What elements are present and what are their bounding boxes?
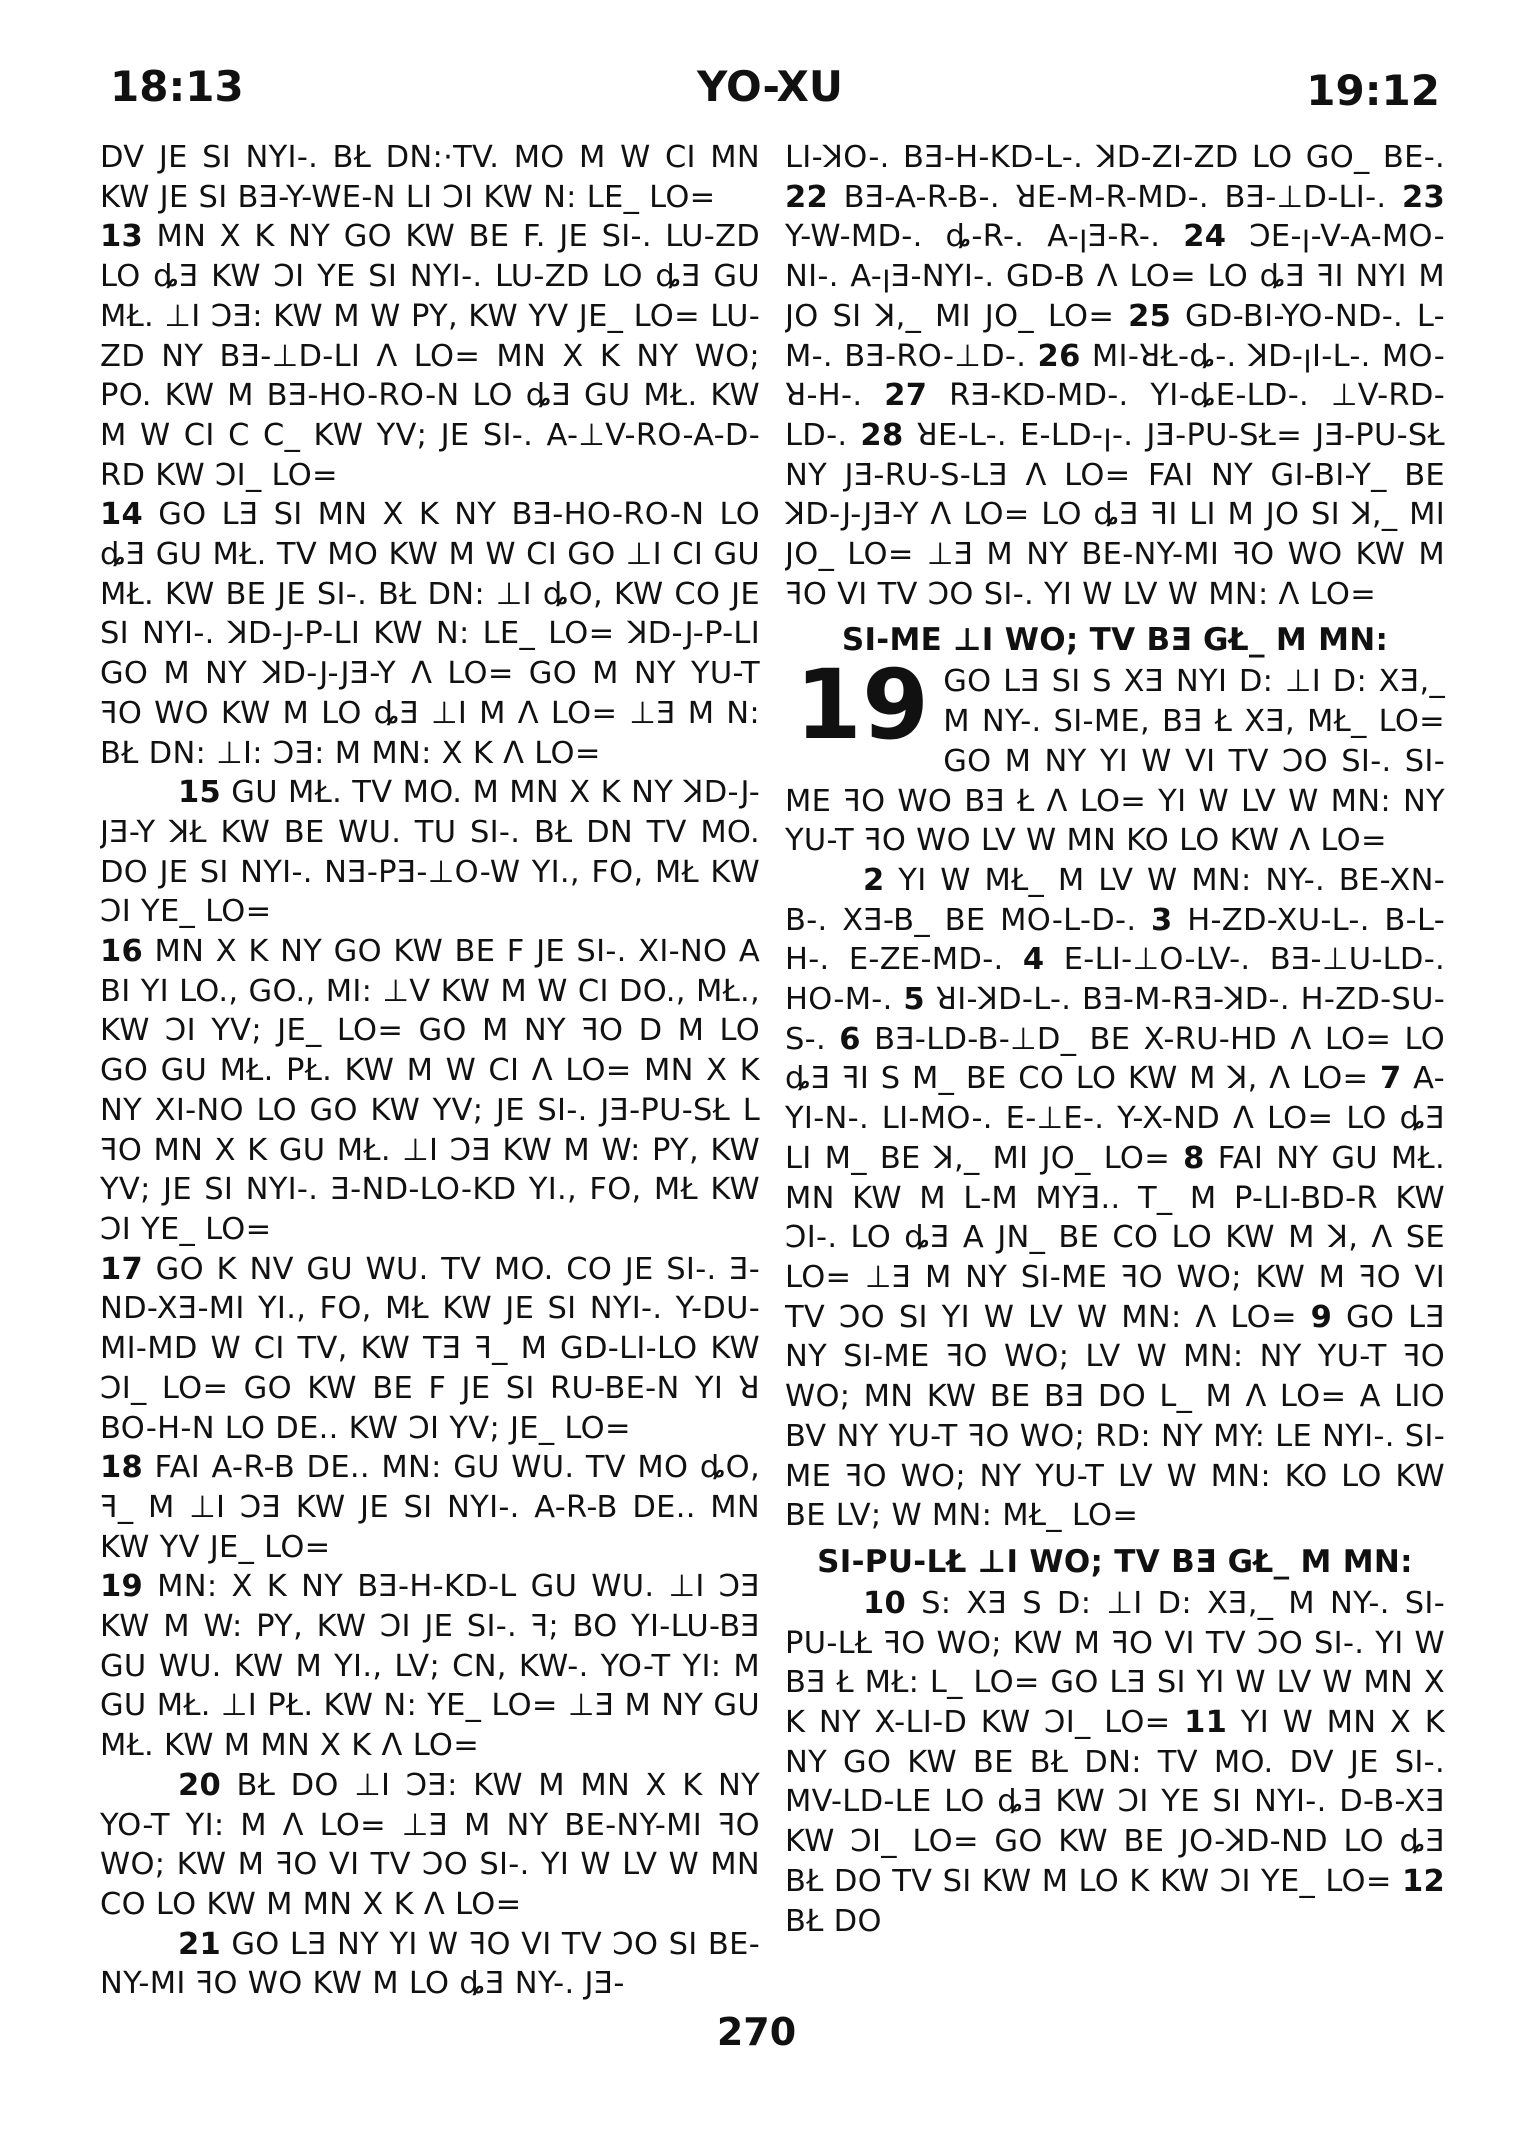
verse-text: MI-ꓤŁ-ȡ-. ꓘD-ꞁI-L-. MO-ꓤ-H-. bbox=[785, 338, 1445, 414]
verse-text: BƎ-LD-B-⊥D_ BE X-RU-HD Λ LO= LO ȡƎ ꟻI S M_ BE CO LO KW M ꓘ, Λ LO= bbox=[785, 1021, 1445, 1097]
page-number: 270 bbox=[716, 2010, 797, 2054]
verse-text: GO LƎ NY YI W ꟻO VI TV ƆO SI BE-NY-MI ꟻO WO KW M LO ȡƎ NY-. JƎ- bbox=[100, 1926, 760, 2002]
verse-number: 6 bbox=[839, 1021, 861, 1057]
section-heading: SI-PU-LŁ ⊥I WO; TV BƎ GŁ_ M MN: bbox=[817, 1543, 1413, 1580]
verse-text: GO LƎ SI MN X K NY BƎ-HO-RO-N LO ȡƎ GU MŁ. TV MO KW M W CI GO ⊥I CI GU MŁ. KW BE JE SI-. BŁ DN: ⊥I ȡO, KW CO JE SI NYI-. ꓘD-J-P-LI KW N: LE_ LO= ꓘD-J-P-LI GO M NY ꓘD-J-JƎ-Y Λ LO= GO M NY YU-T ꟻO WO KW M LO ȡƎ ⊥I M Λ LO= ⊥Ǝ M N: BŁ DN: ⊥I: ƆƎ: M MN: X K Λ LO= bbox=[100, 497, 760, 771]
verse-paragraph bbox=[100, 773, 760, 932]
verse-text: S: XƎ S D: ⊥I D: XƎ,_ M NY-. SI-PU-LŁ ꟻO WO; KW M ꟻO VI TV ƆO SI-. YI W BƎ Ł MŁ: L_ LO= GO LƎ SI YI W LV W MN X K NY X-LI-D KW ƆI_ LO= bbox=[785, 1585, 1445, 1741]
verse-paragraph bbox=[785, 138, 1445, 614]
verse-paragraph bbox=[100, 1766, 760, 1925]
verse-number: 10 bbox=[863, 1585, 907, 1621]
verse-number: 27 bbox=[884, 378, 928, 414]
verse-text: YI W MN X K NY GO KW BE BŁ DN: TV MO. DV JE SI-. MV-LD-LE LO ȡƎ KW ƆI YE SI NYI-. D-B-XƎ KW ƆI_ LO= GO KW BE JO-ꓘD-ND LO ȡƎ BŁ DO TV SI KW M LO K KW ƆI YE_ LO= bbox=[785, 1705, 1445, 1899]
verse-number: 11 bbox=[1184, 1705, 1228, 1741]
verse-text: GU MŁ. TV MO. M MN X K NY ꓘD-J-JƎ-Y ꓘŁ KW BE WU. TU SI-. BŁ DN TV MO. DO JE SI NYI-. NƎ-PƎ-⊥O-W YI., FO, MŁ KW ƆI YE_ LO= bbox=[100, 775, 760, 930]
verse-paragraph bbox=[100, 1925, 760, 2004]
verse-number: 24 bbox=[1183, 219, 1227, 255]
verse-number: 7 bbox=[1380, 1061, 1402, 1097]
verse-number: 18 bbox=[100, 1450, 144, 1486]
verse-number: 13 bbox=[100, 219, 144, 255]
verse-text: GO LƎ SI S XƎ NYI D: ⊥I D: XƎ,_ M NY-. SI-ME, BƎ Ł XƎ, MŁ_ LO= GO M NY YI W VI TV ƆO SI-. SI-ME ꟻO WO BƎ Ł Λ LO= YI W LV W MN: NY YU-T ꟻO WO LV W MN KO LO KW Λ LO= bbox=[785, 664, 1445, 859]
verse-number: 9 bbox=[1310, 1299, 1333, 1335]
verse-number: 8 bbox=[1183, 1140, 1205, 1176]
verse-number: 4 bbox=[1022, 942, 1045, 978]
verse-text: ꓤE-L-. E-LD-ꞁ-. JƎ-PU-SŁ= JƎ-PU-SŁ NY JƎ-RU-S-LƎ Λ LO= FAI NY GI-BI-Y_ BE ꓘD-J-JƎ-Y Λ LO= LO ȡƎ ꟻI LI M JO SI ꓘ,_ MI JO_ LO= ⊥Ǝ M NY BE-NY-MI ꟻO WO KW M ꟻO VI TV ƆO SI-. YI W LV W MN: Λ LO= bbox=[785, 417, 1445, 612]
verse-text: BŁ DO bbox=[785, 1903, 882, 1939]
header-right-ref: 19:12 bbox=[1306, 66, 1440, 115]
verse-text: Y-W-MD-. ȡ-R-. A-ꞁƎ-R-. bbox=[785, 219, 1161, 255]
verse-paragraph bbox=[100, 217, 760, 495]
verse-number: 23 bbox=[1401, 179, 1445, 215]
verse-paragraph bbox=[100, 495, 760, 773]
verse-number: 5 bbox=[903, 982, 925, 1018]
chapter-number: 19 bbox=[795, 649, 930, 762]
verse-paragraph bbox=[100, 1567, 760, 1766]
verse-paragraph bbox=[785, 1584, 1445, 1941]
verse-number: 2 bbox=[863, 862, 885, 898]
verse-text: MN X K NY GO KW BE F JE SI-. XI-NO A BI YI LO., GO., MI: ⊥V KW M W CI DO., MŁ., KW ƆI YV; JE_ LO= GO M NY ꟻO D M LO GO GU MŁ. PŁ. KW M W CI Λ LO= MN X K NY XI-NO LO GO KW YV; JE SI-. JƎ-PU-SŁ L ꟻO MN X K GU MŁ. ⊥I ƆƎ KW M W: PY, KW YV; JE SI NYI-. Ǝ-ND-LO-KD YI., FO, MŁ KW ƆI YE_ LO= bbox=[100, 934, 760, 1247]
verse-text: GO LƎ NY SI-ME ꟻO WO; LV W MN: NY YU-T ꟻO WO; MN KW BE BƎ DO L_ M Λ LO= A LIO BV NY YU-T ꟻO WO; RD: NY MY: LE NYI-. SI-ME ꟻO WO; NY YU-T LV W MN: KO LO KW BE LV; W MN: MŁ_ LO= bbox=[785, 1299, 1445, 1534]
verse-paragraph bbox=[785, 861, 1445, 1536]
verse-number: 19 bbox=[100, 1569, 144, 1605]
verse-number: 14 bbox=[100, 497, 144, 533]
verse-text: DV JE SI NYI-. BŁ DN:·TV. MO M W CI MN KW JE SI BƎ-Y-WE-N LI ƆI KW N: LE_ LO= bbox=[100, 140, 760, 215]
header-book-title: YO-XU bbox=[697, 62, 843, 111]
verse-text: RƎ-KD-MD-. YI-ȡE-LD-. ⊥V-RD-LD-. bbox=[785, 378, 1445, 453]
verse-text: E-LI-⊥O-LV-. BƎ-⊥U-LD-. HO-M-. bbox=[785, 942, 1445, 1018]
verse-number: 28 bbox=[860, 417, 904, 453]
verse-text: FAI A-R-B DE.. MN: GU WU. TV MO ȡO, ꟻ_ M ⊥I ƆƎ KW JE SI NYI-. A-R-B DE.. MN KW YV JE_ LO= bbox=[100, 1450, 760, 1565]
verse-paragraph bbox=[100, 1448, 760, 1567]
section-heading: SI-ME ⊥I WO; TV BƎ GŁ_ M MN: bbox=[841, 622, 1389, 659]
verse-text: BƎ-A-R-B-. ꓤE-M-R-MD-. BƎ-⊥D-LI-. bbox=[843, 179, 1387, 215]
verse-number: 17 bbox=[100, 1251, 144, 1287]
verse-text: GO K NV GU WU. TV MO. CO JE SI-. Ǝ-ND-XƎ-MI YI., FO, MŁ KW JE SI NYI-. Y-DU-MI-MD W CI TV, KW TƎ ꟻ_ M GD-LI-LO KW ƆI_ LO= GO KW BE F JE SI RU-BE-N YI ꓤ BO-H-N LO DE.. KW ƆI YV; JE_ LO= bbox=[100, 1251, 760, 1446]
verse-number: 20 bbox=[178, 1767, 222, 1803]
page-header bbox=[100, 62, 1440, 122]
verse-number: 3 bbox=[1151, 902, 1173, 938]
verse-text: MN: X K NY BƎ-H-KD-L GU WU. ⊥I ƆƎ KW M W: PY, KW ƆI JE SI-. ꟻ; BO YI-LU-BƎ GU WU. KW M YI., LV; CN, KW-. YO-T YI: M GU MŁ. ⊥I PŁ. KW N: YE_ LO= ⊥Ǝ M NY GU MŁ. KW M MN X K Λ LO= bbox=[100, 1569, 760, 1764]
verse-paragraph bbox=[100, 932, 760, 1250]
verse-paragraph bbox=[100, 1250, 760, 1449]
verse-text: ƆE-ꞁ-V-A-MO-NI-. A-ꞁƎ-NYI-. GD-B Λ LO= LO ȡƎ ꟻI NYI M JO SI ꓘ,_ MI JO_ LO= bbox=[785, 219, 1445, 334]
verse-number: 16 bbox=[100, 934, 144, 970]
verse-text: GD-BI-YO-ND-. L-M-. BƎ-RO-⊥D-. bbox=[785, 298, 1445, 374]
verse-number: 25 bbox=[1128, 298, 1172, 334]
verse-text: BŁ DO ⊥I ƆƎ: KW M MN X K NY YO-T YI: M Λ LO= ⊥Ǝ M NY BE-NY-MI ꟻO WO; KW M ꟻO VI TV ƆO SI-. YI W LV W MN CO LO KW M MN X K Λ LO= bbox=[100, 1767, 760, 1922]
verse-text: H-ZD-XU-L-. B-L-H-. E-ZE-MD-. bbox=[785, 902, 1445, 978]
chapter-opening-paragraph bbox=[785, 649, 1445, 861]
verse-number: 12 bbox=[1401, 1863, 1445, 1899]
verse-number: 15 bbox=[178, 775, 222, 811]
verse-text: LI-ꓘO-. BƎ-H-KD-L-. ꓘD-ZI-ZD LO GO_ BE-. bbox=[785, 140, 1445, 175]
verse-paragraph bbox=[100, 138, 760, 217]
verse-text: MN X K NY GO KW BE F. JE SI-. LU-ZD LO ȡƎ KW ƆI YE SI NYI-. LU-ZD LO ȡƎ GU MŁ. ⊥I ƆƎ: KW M W PY, KW YV JE_ LO= LU-ZD NY BƎ-⊥D-LI Λ LO= MN X K NY WO; PO. KW M BƎ-HO-RO-N LO ȡƎ GU MŁ. KW M W CI C C_ KW YV; JE SI-. A-⊥V-RO-A-D-RD KW ƆI_ LO= bbox=[100, 219, 760, 493]
verse-text: ꓤI-ꓘD-L-. BƎ-M-RƎ-ꓘD-. H-ZD-SU-S-. bbox=[785, 982, 1445, 1057]
verse-number: 21 bbox=[178, 1926, 222, 1962]
left-column bbox=[100, 138, 760, 2018]
verse-text: FAI NY GU MŁ. MN KW M L-M MYƎ.. T_ M P-LI-BD-R KW ƆI-. LO ȡƎ A JN_ BE CO LO KW M ꓘ, Λ SE LO= ⊥Ǝ M NY SI-ME ꟻO WO; KW M ꟻO VI TV ƆO SI YI W LV W MN: Λ LO= bbox=[785, 1140, 1445, 1335]
verse-text: YI W MŁ_ M LV W MN: NY-. BE-XN-B-. XƎ-B_ BE MO-L-D-. bbox=[785, 862, 1445, 938]
right-column bbox=[785, 138, 1445, 2018]
verse-text: A-YI-N-. LI-MO-. E-⊥E-. Y-X-ND Λ LO= LO ȡƎ LI M_ BE ꓘ,_ MI JO_ LO= bbox=[785, 1061, 1445, 1176]
verse-number: 22 bbox=[785, 179, 829, 215]
header-left-ref: 18:13 bbox=[110, 62, 244, 111]
verse-number: 26 bbox=[1037, 338, 1081, 374]
